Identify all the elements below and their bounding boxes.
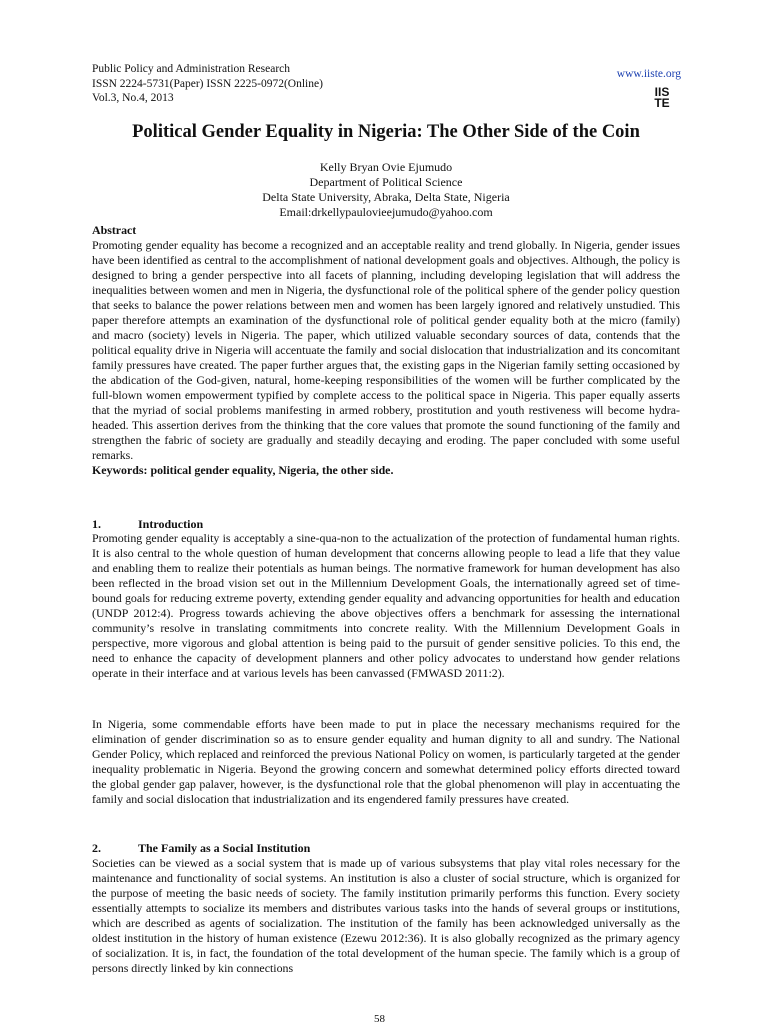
page-number: 58 [374,1013,385,1025]
keywords: Keywords: political gender equality, Nigeria, the other side. [92,463,394,477]
section-1-heading [92,517,203,532]
abstract-label: Abstract [92,223,137,237]
author-email[interactable]: Email:drkellypaulovieejumudo@yahoo.com [279,205,493,219]
section-1-title: Introduction [138,517,204,531]
section-2-title: The Family as a Social Institution [138,841,311,855]
section-2-number: 2. [92,841,101,855]
volume-line: Vol.3, No.4, 2013 [92,92,174,104]
section-2-heading [92,841,310,856]
iiste-logo-icon [647,82,677,108]
author-block [92,160,680,220]
svg-text:IIS: IIS [654,85,670,99]
author-name: Kelly Bryan Ovie Ejumudo [319,160,453,174]
svg-text:TE: TE [654,96,670,108]
paper-title: Political Gender Equality in Nigeria: The Other Side of the Coin [132,122,640,142]
section-1-paragraph-2: In Nigeria, some commendable efforts have been made to put in place the necessary mechanisms required for the elimination of gender discrimination so as to ensure gender equality and human dignity to all and sundry. The National Gender Policy, which replaced and reinforced the previous National Policy on women, is particularly targeted at the gender inequality problematic in Nigeria. Beyond the growing concern and somewhat determined policy efforts directed toward the global gender gap palaver, however, is the dysfunctional role that the global phenomenon will play in accentuating the family and social dislocation that industrialization and its engendered family pressures have created. [92,717,680,806]
publisher-box [603,62,681,108]
issn-line: ISSN 2224-5731(Paper) ISSN 2225-0972(Online) [92,77,323,90]
website-link[interactable]: www.iiste.org [616,68,681,80]
abstract-section [92,223,680,478]
journal-header [92,62,680,106]
section-2-paragraph-1: Societies can be viewed as a social system that is made up of various subsystems that play vital roles necessary for the maintenance and functionality of social systems. An institution is also a cluster of social structure, which is organized for the purpose of meeting the basic needs of society. The family institution primarily performs this function. Every society essentially attempts to socialize its members and distributes various tasks into the hands of several groups or institutions, which are described as agents of socialization. The institution of the family has been acknowledged universally as the oldest institution in the history of human existence (Ezewu 2012:36). It is also globally recognized as the primary agency of socialization. It is, in fact, the foundation of the total development of the human specie. The family which is a group of persons directly linked by kin connections [92,856,680,975]
section-1-paragraph-1: Promoting gender equality is acceptably a sine-qua-non to the actualization of the protection of fundamental human rights. It is also central to the whole question of human development that concerns allowing people to lead a life that they value and enabling them to realize their potentials as human beings. The normative framework for human development has also been reflected in the broad vision set out in the Millennium Development Goals, the internationally agreed set of time-bound goals for reducing extreme poverty, extending gender equality and advancing opportunities for health and education (UNDP 2012:4). Progress towards achieving the above objectives offers a benchmark for assessing the international community’s resolve in translating commitments into concrete reality. With the Millennium Development Goals in perspective, more vigorous and global attention is being paid to the pursuit of gender sensitive policies. To this end, the need to enhance the capacity of development planners and other policy advocates to understand how gender relations operate in their interface and at various levels has been canvassed (FMWASD 2011:2). [92,531,680,680]
author-department: Department of Political Science [309,175,463,189]
journal-name: Public Policy and Administration Research [92,63,291,75]
section-1-number: 1. [92,517,101,531]
abstract-text: Promoting gender equality has become a recognized and an acceptable reality and trend globally. In Nigeria, gender issues have been identified as central to the accomplishment of national development goals and objectives. Although, the policy is designed to bring a gender perspective into all facets of planning, including developing legislation that will address the inequalities between women and men in Nigeria, the dysfunctional role of the political sphere of the gender policy question that seeks to balance the power relations between men and women has been largely ignored and relatively unstudied. This paper therefore attempts an examination of the dysfunctional role of political gender equality both at the micro (family) and macro (society) levels in Nigeria. The paper, which utilized valuable secondary sources of data, contends that the political equality drive in Nigeria will accentuate the family and social dislocation that industrialization and its concomitant family pressures have created. The paper further argues that, the existing gaps in the Nigerian family setting occasioned by the abdication of the God-given, natural, home-keeping responsibilities of the women will be further complicated by the full-blown women empowerment typified by complete access to the political space in Nigeria. This paper equally asserts that the myriad of social problems manifesting in armed robbery, prostitution and youth restiveness will become hydra-headed. This assertion derives from the thinking that the core values that promote the sound functioning of the family and strengthen the fabric of society are gradually and steadily decaying and eroding. The paper concluded with some useful remarks. [92,238,680,462]
author-university: Delta State University, Abraka, Delta State, Nigeria [262,190,510,204]
